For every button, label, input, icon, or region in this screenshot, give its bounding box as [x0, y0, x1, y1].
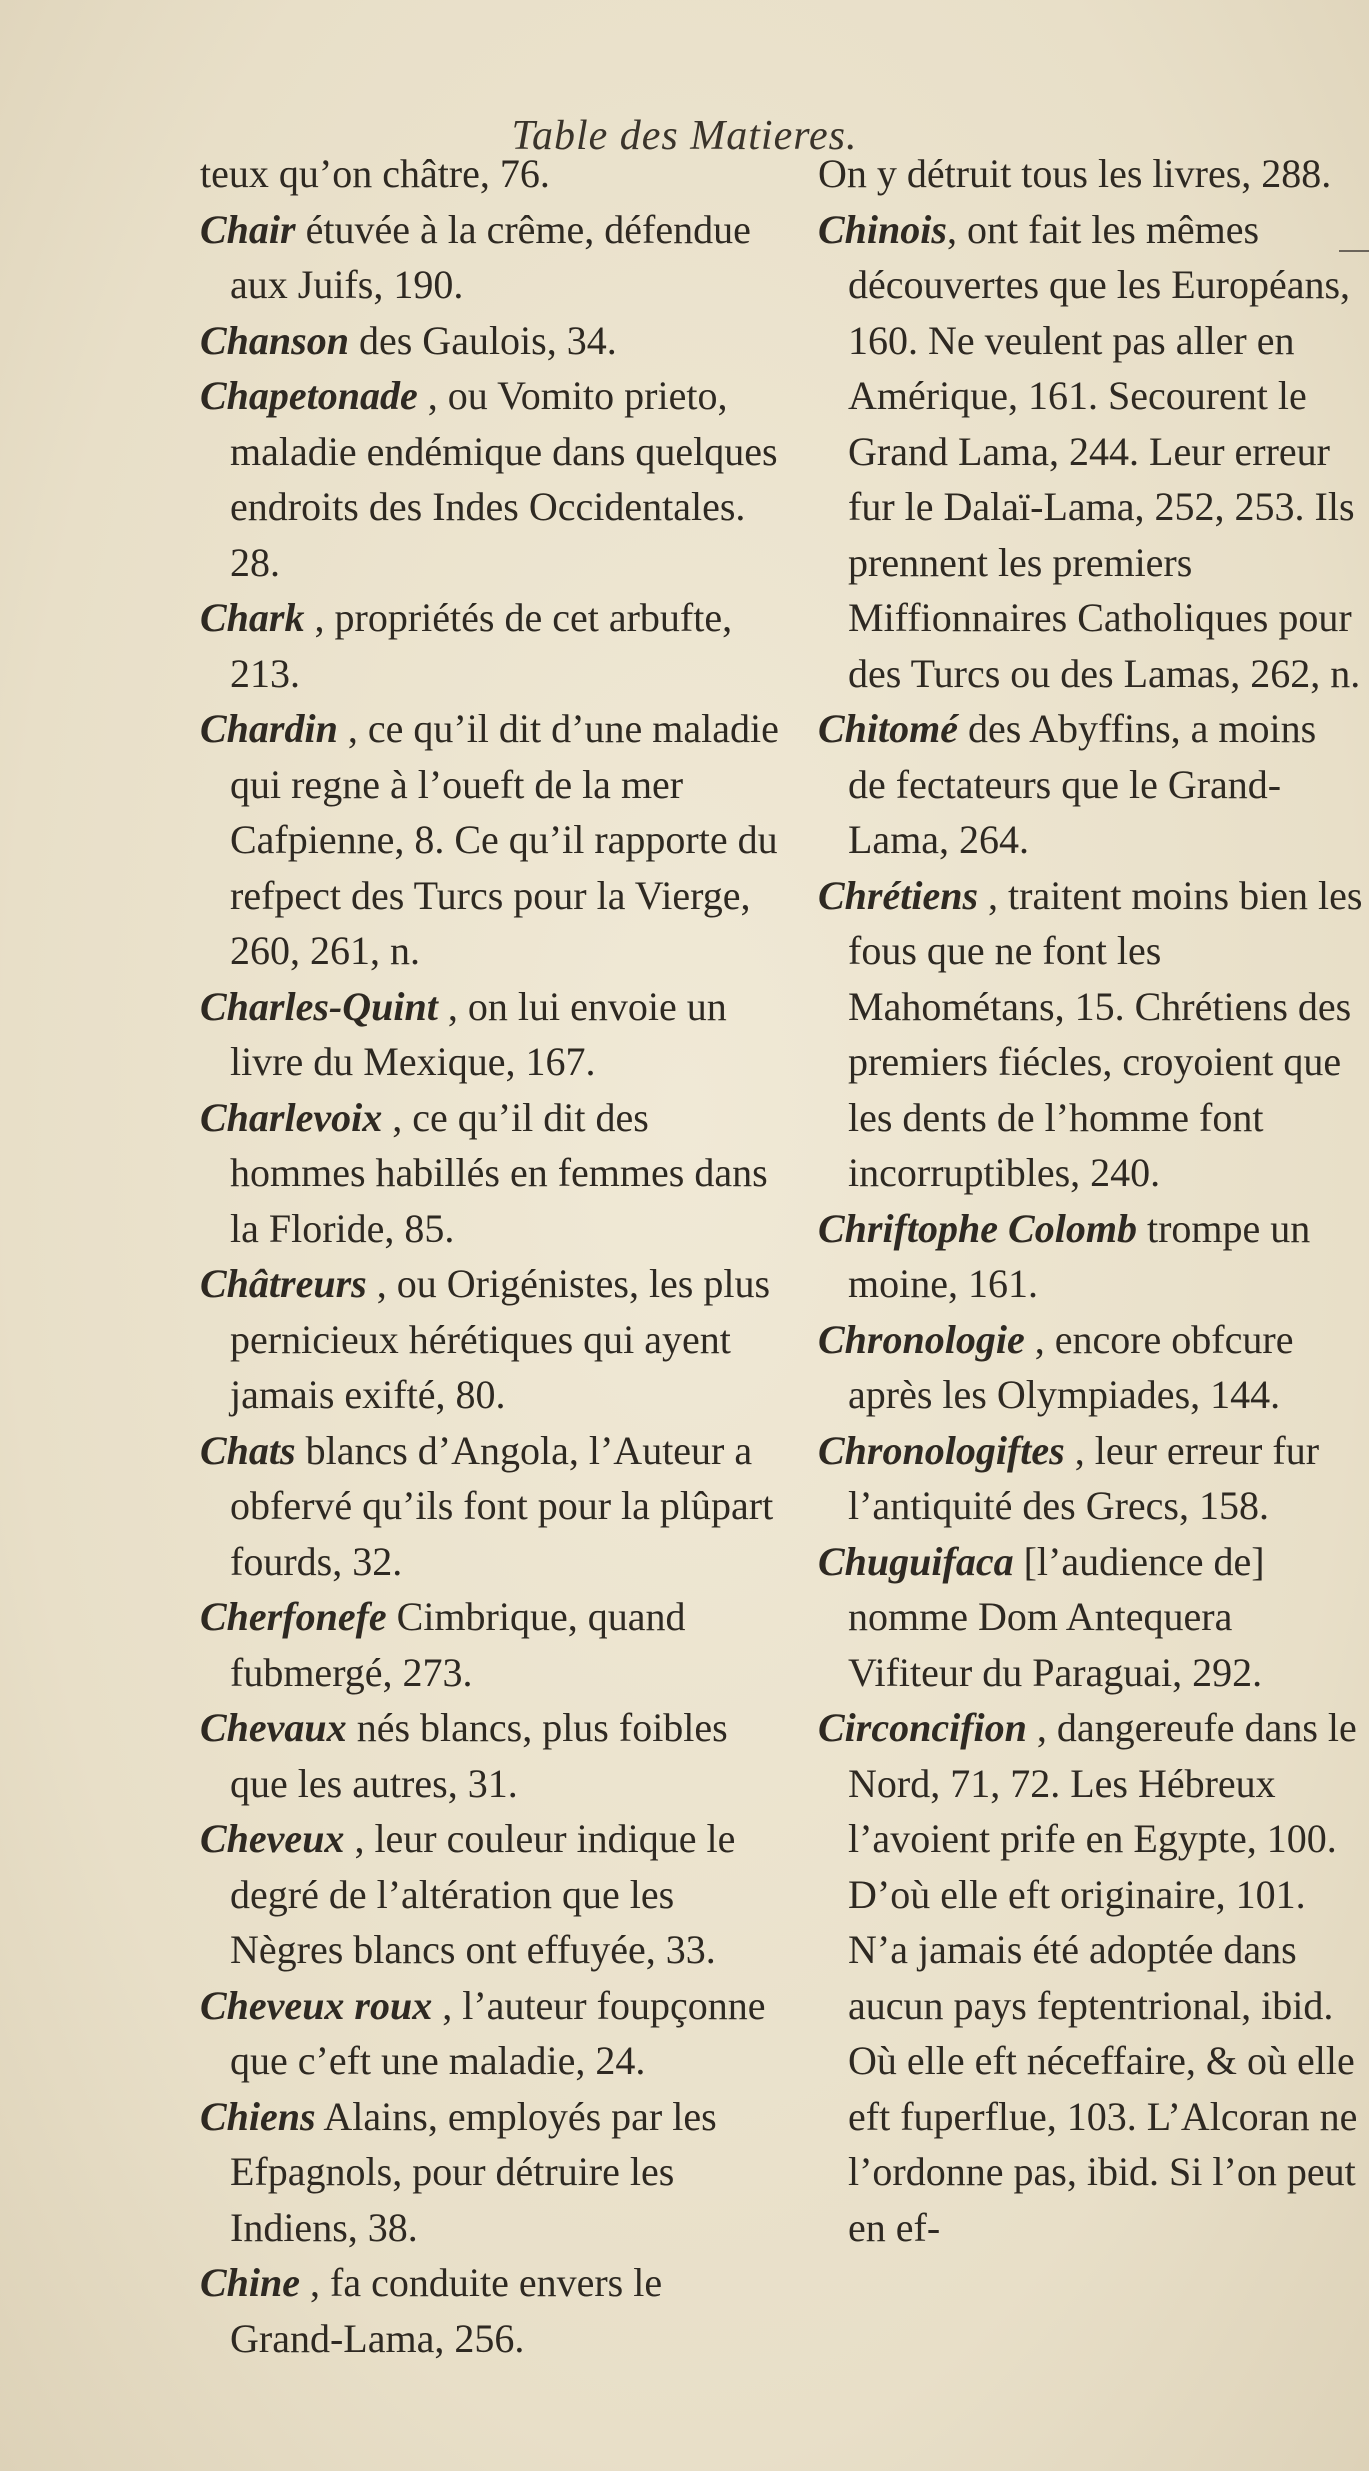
index-entry	[200, 1589, 782, 1700]
index-entry	[200, 202, 782, 313]
entry-text: , leur couleur indique le degré de l’altération que les Nègres blancs ont effuyée, 33.	[230, 1816, 736, 1972]
entry-head: Chronologiftes	[818, 1427, 1065, 1473]
index-entry	[818, 1534, 1363, 1701]
entry-head: Chair	[200, 206, 296, 252]
index-entry	[200, 2089, 782, 2256]
index-entry	[818, 202, 1363, 702]
entry-text: , l’auteur foupçonne que c’eft une maladie, 24.	[230, 1982, 766, 2083]
entry-head: Chiens	[200, 2093, 316, 2139]
entry-head: Chriftophe Colomb	[818, 1205, 1137, 1251]
entry-head: Chine	[200, 2260, 301, 2305]
entry-head: Charlevoix	[200, 1094, 383, 1140]
index-entry	[200, 313, 782, 369]
index-entry	[200, 1256, 782, 1423]
entry-head: Chats	[200, 1427, 296, 1473]
index-column-right	[818, 146, 1363, 2255]
index-column-left	[200, 146, 782, 2366]
entry-text: On y détruit tous les livres, 288.	[818, 151, 1332, 196]
index-entry	[818, 146, 1363, 202]
entry-head: Cherfonefe	[200, 1594, 387, 1639]
entry-head: Chuguifaca	[818, 1538, 1014, 1584]
entry-text: [l’audience de] nomme Dom Antequera Vifiteur du Paraguai, 292.	[848, 1538, 1265, 1695]
entry-text: , dangereufe dans le Nord, 71, 72. Les Hébreux l’avoient prife en Egypte, 100. D’où elle eft originaire, 101. N’a jamais été adoptée dans aucun pays feptentrional, ibid. Où elle eft néceffaire, & où elle eft fuperflue, 103. L’Alcoran ne l’ordonne pas, ibid. Si l’on peut en ef-	[848, 1705, 1358, 2250]
entry-text: , fa conduite envers le Grand-Lama, 256.	[230, 2260, 663, 2361]
index-entry	[818, 1700, 1363, 2255]
entry-text: Cimbrique, quand fubmergé, 273.	[230, 1594, 686, 1695]
entry-head: Chark	[200, 595, 305, 640]
entry-text: des Abyffins, a moins de fectateurs que le Grand-Lama, 264.	[848, 706, 1317, 862]
index-entry	[200, 1978, 782, 2089]
entry-text: teux qu’on châtre, 76.	[200, 151, 550, 196]
index-entry	[200, 1423, 782, 1590]
index-entry	[818, 1312, 1363, 1423]
entry-head: Chanson	[200, 317, 349, 363]
running-header: Table des Matieres.	[511, 113, 858, 159]
entry-text: trompe un moine, 161.	[848, 1205, 1311, 1306]
entry-text: , ce qu’il dit d’une maladie qui regne à l’oueft de la mer Cafpienne, 8. Ce qu’il rapporte du refpect des Turcs pour la Vierge, 260, 261, n.	[230, 706, 779, 973]
entry-text: des Gaulois, 34.	[358, 317, 617, 363]
index-entry	[818, 701, 1363, 868]
entry-text: , traitent moins bien les fous que ne font les Mahométans, 15. Chrétiens des premiers fiécles, croyoient que les dents de l’homme font incorruptibles, 240.	[848, 872, 1363, 1195]
entry-head: Chinois	[818, 206, 947, 252]
index-entry	[200, 2255, 782, 2366]
index-entry	[200, 368, 782, 590]
entry-text: blancs d’Angola, l’Auteur a obfervé qu’ils font pour la plûpart fourds, 32.	[230, 1427, 774, 1584]
index-entry	[200, 979, 782, 1090]
entry-head: Chapetonade	[200, 373, 418, 418]
entry-head: Cheveux	[200, 1816, 345, 1861]
entry-text: étuvée à la crême, défendue aux Juifs, 190.	[230, 206, 751, 307]
entry-text: , leur erreur fur l’antiquité des Grecs, 158.	[848, 1427, 1320, 1528]
entry-head: Châtreurs	[200, 1261, 367, 1306]
entry-text: , ou Origénistes, les plus pernicieux hérétiques qui ayent jamais exifté, 80.	[230, 1261, 771, 1417]
index-entry	[818, 1201, 1363, 1312]
entry-head: Charles-Quint	[200, 983, 438, 1029]
entry-text: nés blancs, plus foibles que les autres, 31.	[230, 1705, 728, 1806]
entry-head: Chitomé	[818, 706, 959, 751]
entry-text: , on lui envoie un livre du Mexique, 167.	[230, 983, 727, 1084]
index-entry	[818, 868, 1363, 1201]
index-entry	[200, 1090, 782, 1257]
index-entry	[818, 1423, 1363, 1534]
entry-text: Alains, employés par les Efpagnols, pour détruire les Indiens, 38.	[230, 2093, 717, 2250]
entry-head: Cheveux roux	[200, 1982, 433, 2028]
entry-text: , propriétés de cet arbufte, 213.	[230, 595, 733, 696]
entry-text: , ou Vomito prieto, maladie endémique dans quelques endroits des Indes Occidentales. 28.	[230, 373, 778, 585]
index-entry	[200, 1811, 782, 1978]
entry-head: Circoncifion	[818, 1705, 1027, 1750]
entry-head: Chronologie	[818, 1316, 1025, 1362]
index-entry	[200, 146, 782, 202]
index-entry	[200, 701, 782, 979]
entry-head: Chardin	[200, 706, 338, 751]
entry-head: Chrétiens	[818, 872, 979, 918]
index-entry	[200, 1700, 782, 1811]
entry-text: , ont fait les mêmes découvertes que les Européans, 160. Ne veulent pas aller en Amérique, 161. Secourent le Grand Lama, 244. Leur erreur fur le Dalaï-Lama, 252, 253. Ils prennent les premiers Miffionnaires Catholiques pour des Turcs ou des Lamas, 262, n.	[848, 206, 1361, 696]
entry-head: Chevaux	[200, 1705, 347, 1750]
index-entry	[200, 590, 782, 701]
entry-text: , ce qu’il dit des hommes habillés en femmes dans la Floride, 85.	[230, 1094, 768, 1251]
entry-text: , encore obfcure après les Olympiades, 144.	[848, 1316, 1294, 1417]
